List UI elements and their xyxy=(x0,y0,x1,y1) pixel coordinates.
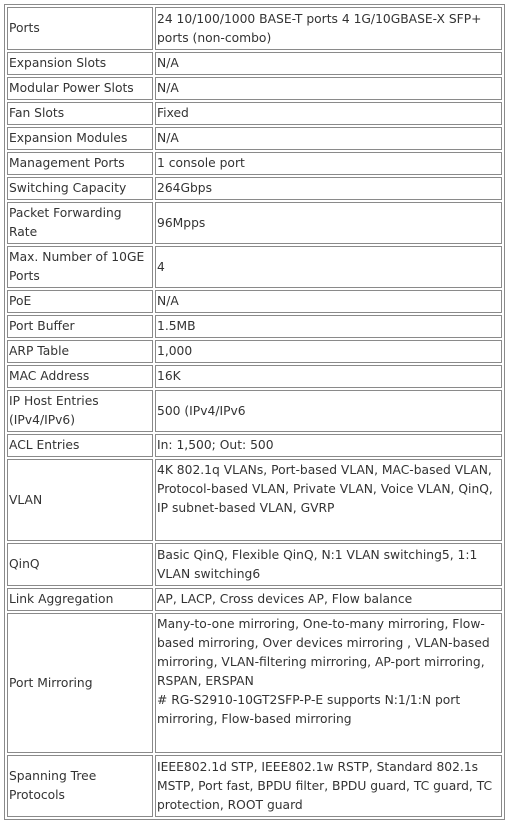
row-value: In: 1,500; Out: 500 xyxy=(155,434,502,457)
row-value: AP, LACP, Cross devices AP, Flow balance xyxy=(155,588,502,611)
row-value: 1 console port xyxy=(155,152,502,175)
row-value: N/A xyxy=(155,77,502,100)
row-label: VLAN xyxy=(7,459,153,541)
row-value: Basic QinQ, Flexible QinQ, N:1 VLAN switching5, 1:1 VLAN switching6 xyxy=(155,543,502,586)
row-label: Port Mirroring xyxy=(7,613,153,753)
table-row xyxy=(7,52,502,75)
table-row xyxy=(7,755,502,817)
row-value-cell xyxy=(155,613,502,753)
table-row xyxy=(7,290,502,313)
row-label: IP Host Entries (IPv4/IPv6) xyxy=(7,390,153,432)
table-row xyxy=(7,340,502,363)
row-value: IEEE802.1d STP, IEEE802.1w RSTP, Standard 802.1s MSTP, Port fast, BPDU filter, BPDU guard, TC guard, TC protection, ROOT guard xyxy=(155,755,502,817)
table-row xyxy=(7,246,502,288)
row-label: Fan Slots xyxy=(7,102,153,125)
spec-table xyxy=(4,4,505,820)
row-value-note: # RG-S2910-10GT2SFP-P-E supports N:1/1:N port mirroring, Flow-based mirroring xyxy=(157,693,461,726)
table-row xyxy=(7,7,502,50)
row-label: Expansion Slots xyxy=(7,52,153,75)
row-label: QinQ xyxy=(7,543,153,586)
table-row xyxy=(7,177,502,200)
row-value: 4K 802.1q VLANs, Port-based VLAN, MAC-based VLAN, Protocol-based VLAN, Private VLAN, Voice VLAN, QinQ, IP subnet-based VLAN, GVRP xyxy=(155,459,502,541)
row-label: ACL Entries xyxy=(7,434,153,457)
row-label: Spanning Tree Protocols xyxy=(7,755,153,817)
row-value: N/A xyxy=(155,52,502,75)
row-label: PoE xyxy=(7,290,153,313)
row-value: 264Gbps xyxy=(155,177,502,200)
row-value: 500 (IPv4/IPv6 xyxy=(155,390,502,432)
row-value: 1,000 xyxy=(155,340,502,363)
row-label: Packet Forwarding Rate xyxy=(7,202,153,244)
row-label: Expansion Modules xyxy=(7,127,153,150)
row-label: Ports xyxy=(7,7,153,50)
row-label: Port Buffer xyxy=(7,315,153,338)
row-label: Modular Power Slots xyxy=(7,77,153,100)
row-label: ARP Table xyxy=(7,340,153,363)
row-label: MAC Address xyxy=(7,365,153,388)
row-label: Max. Number of 10GE Ports xyxy=(7,246,153,288)
table-row xyxy=(7,459,502,541)
table-row xyxy=(7,127,502,150)
table-row xyxy=(7,152,502,175)
table-row xyxy=(7,365,502,388)
table-row xyxy=(7,102,502,125)
row-value: Many-to-one mirroring, One-to-many mirroring, Flow-based mirroring, Over devices mirroring , VLAN-based mirroring, VLAN-filtering mirroring, AP-port mirroring, RSPAN, ERSPAN xyxy=(157,617,490,688)
row-value: N/A xyxy=(155,127,502,150)
row-value: 16K xyxy=(155,365,502,388)
table-row xyxy=(7,588,502,611)
row-value: 24 10/100/1000 BASE-T ports 4 1G/10GBASE-X SFP+ ports (non-combo) xyxy=(155,7,502,50)
row-value: 96Mpps xyxy=(155,202,502,244)
table-row xyxy=(7,613,502,753)
row-value: 1.5MB xyxy=(155,315,502,338)
row-value: N/A xyxy=(155,290,502,313)
row-label: Management Ports xyxy=(7,152,153,175)
table-row xyxy=(7,434,502,457)
row-label: Switching Capacity xyxy=(7,177,153,200)
row-label: Link Aggregation xyxy=(7,588,153,611)
table-row xyxy=(7,77,502,100)
row-value: Fixed xyxy=(155,102,502,125)
row-value: 4 xyxy=(155,246,502,288)
table-row xyxy=(7,390,502,432)
table-row xyxy=(7,202,502,244)
table-row xyxy=(7,315,502,338)
table-row xyxy=(7,543,502,586)
